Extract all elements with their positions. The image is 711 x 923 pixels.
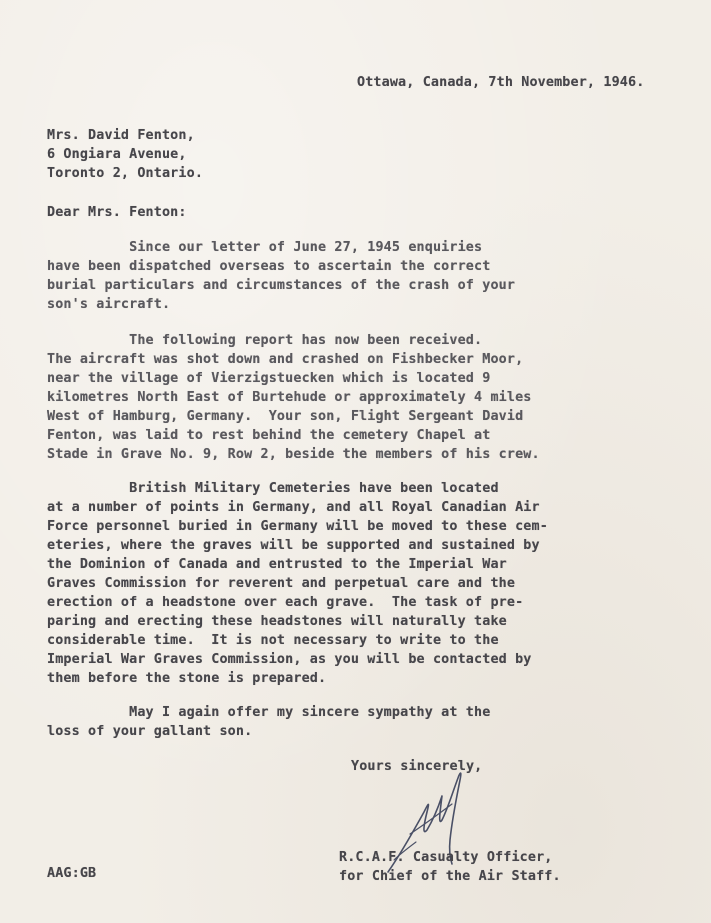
paragraph-2-line-3: near the village of Vierzigstuecken which is located 9 <box>47 371 491 386</box>
paragraph-2-line-1: The following report has now been received. <box>47 333 483 348</box>
address-line-3: Toronto 2, Ontario. <box>47 166 204 181</box>
paragraph-2-line-4: kilometres North East of Burtehude or approximately 4 miles <box>47 390 532 405</box>
paragraph-3-line-2: at a number of points in Germany, and all Royal Canadian Air <box>47 500 540 515</box>
paragraph-1-line-2: have been dispatched overseas to ascertain the correct <box>47 259 491 274</box>
paragraph-3-line-7: erection of a headstone over each grave. The task of pre- <box>47 595 524 610</box>
paragraph-3-line-5: the Dominion of Canada and entrusted to the Imperial War <box>47 557 507 572</box>
closing: Yours sincerely, <box>351 759 483 774</box>
paragraph-1-line-3: burial particulars and circumstances of the crash of your <box>47 278 516 293</box>
dateline: Ottawa, Canada, 7th November, 1946. <box>357 75 645 90</box>
paragraph-2-line-6: Fenton, was laid to rest behind the cemetery Chapel at <box>47 428 491 443</box>
paragraph-3-line-11: them before the stone is prepared. <box>47 671 327 686</box>
address-line-1: Mrs. David Fenton, <box>47 128 195 143</box>
paragraph-3-line-4: eteries, where the graves will be supported and sustained by <box>47 538 540 553</box>
paragraph-4-line-1: May I again offer my sincere sympathy at the <box>47 705 491 720</box>
paragraph-2-line-7: Stade in Grave No. 9, Row 2, beside the members of his crew. <box>47 447 540 462</box>
paragraph-2-line-5: West of Hamburg, Germany. Your son, Flight Sergeant David <box>47 409 524 424</box>
paragraph-3-line-10: Imperial War Graves Commission, as you will be contacted by <box>47 652 532 667</box>
signatory-title-2: for Chief of the Air Staff. <box>339 869 561 884</box>
salutation: Dear Mrs. Fenton: <box>47 205 187 220</box>
paragraph-3-line-9: considerable time. It is not necessary to write to the <box>47 633 499 648</box>
signatory-title-1: R.C.A.F. Casualty Officer, <box>339 850 553 865</box>
paragraph-3-line-1: British Military Cemeteries have been located <box>47 481 499 496</box>
paragraph-3-line-8: paring and erecting these headstones will naturally take <box>47 614 507 629</box>
paragraph-4-line-2: loss of your gallant son. <box>47 724 253 739</box>
paragraph-1-line-4: son's aircraft. <box>47 297 171 312</box>
paragraph-1-line-1: Since our letter of June 27, 1945 enquiries <box>47 240 483 255</box>
address-line-2: 6 Ongiara Avenue, <box>47 147 187 162</box>
paragraph-2-line-2: The aircraft was shot down and crashed on Fishbecker Moor, <box>47 352 524 367</box>
reference-initials: AAG:GB <box>47 866 97 881</box>
paragraph-3-line-3: Force personnel buried in Germany will be moved to these cem- <box>47 519 548 534</box>
paragraph-3-line-6: Graves Commission for reverent and perpetual care and the <box>47 576 516 591</box>
